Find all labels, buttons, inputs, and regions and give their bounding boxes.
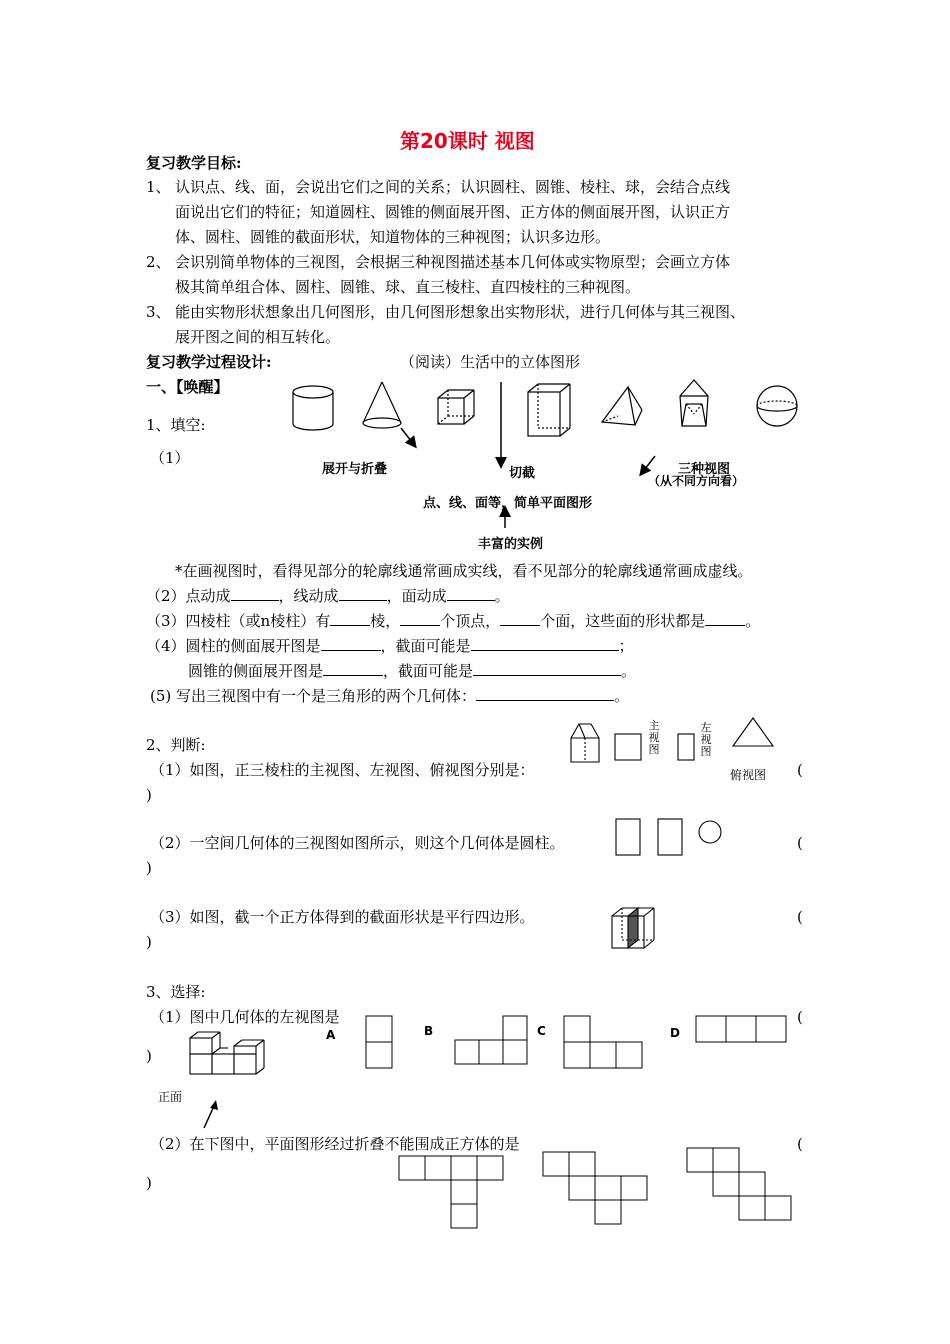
goal-1-line-1: 认识点、线、面，会说出它们之间的关系；认识圆柱、圆锥、棱柱、球，会结合点线 (175, 178, 731, 196)
main-view-label: 主视图 (648, 719, 660, 756)
goal-num-3: 3、 (146, 303, 171, 321)
option-a-label: A (326, 1028, 336, 1042)
goal-3-line-1: 能由实物形状想象出几何图形，由几何图形想象出实物形状，进行几何体与其三视图、 (175, 303, 746, 321)
fill-q4a: （4）圆柱的侧面展开图是 ，截面可能是 ； (146, 637, 634, 655)
views-label: 三种视图 (678, 462, 731, 477)
judge-q3: （3）如图，截一个正方体得到的截面形状是平行四边形。 (150, 908, 535, 926)
views-sub-label: （从不同方向看） (648, 474, 745, 488)
q1-label: （1） (150, 449, 190, 467)
judge-q3-close: ) (146, 933, 152, 951)
examples-label: 丰富的实例 (478, 537, 544, 552)
block-solid (188, 1028, 278, 1078)
cylinder-three-views (610, 816, 730, 861)
goal-1-line-3: 体、圆柱、圆锥的截面形状，知道物体的三种视图；认识多边形。 (175, 228, 611, 246)
judge-q3-open: ( (797, 908, 803, 926)
front-arrow (200, 1100, 224, 1130)
choice-q2: （2）在下图中，平面图形经过折叠不能围成正方体的是 (150, 1135, 520, 1153)
view-note: *在画视图时，看得见部分的轮廓线通常画成实线，看不见部分的轮廓线通常画成虚线。 (175, 562, 753, 580)
sphere-figure (757, 386, 797, 426)
choice-q2-open: ( (797, 1135, 803, 1153)
fill-q4b: 圆锥的侧面展开图是 ，截面可能是 。 (188, 662, 637, 680)
fill-q3: （3）四棱柱（或n棱柱）有 棱， 个顶点， 个面，这些面的形状都是 。 (146, 612, 761, 630)
cut-label: 切截 (509, 466, 536, 481)
choice-q1-close: ) (146, 1047, 152, 1065)
judge-q1-open: ( (797, 761, 803, 779)
goal-num-2: 2、 (146, 253, 171, 271)
center-concept-label: 点、线、面等，简单平面图形 (423, 496, 593, 511)
goal-2-line-1: 会识别简单物体的三视图，会根据三种视图描述基本几何体或实物原型；会画立方体 (175, 253, 731, 271)
choice-q1-open: ( (797, 1008, 803, 1026)
judge-q1-close: ) (146, 786, 152, 804)
goal-3-line-2: 展开图之间的相互转化。 (175, 328, 341, 346)
cube-nets (395, 1146, 795, 1236)
fill-q5: (5) 写出三视图中有一个是三角形的两个几何体： 。 (150, 687, 630, 705)
option-c-label: C (537, 1024, 546, 1038)
pentagonal-prism-figure (680, 380, 708, 426)
choice-heading: 3、选择: (146, 983, 206, 1001)
option-b-label: B (424, 1024, 434, 1038)
judge-heading: 2、判断: (146, 736, 206, 754)
unfold-label: 展开与折叠 (322, 462, 388, 477)
page-title: 第20课时 视图 (400, 129, 535, 153)
choice-q2-close: ) (146, 1174, 152, 1192)
top-view-label: 俯视图 (730, 768, 767, 782)
front-label: 正面 (158, 1090, 183, 1104)
cylinder-figure (293, 386, 333, 430)
fill-q2: （2）点动成 ，线动成 ，面动成 。 (146, 587, 510, 605)
judge-q2: （2）一空间几何体的三视图如图所示，则这个几何体是圆柱。 (150, 834, 565, 852)
fill-label: 1、填空: (146, 416, 206, 434)
choice-q1: （1）图中几何体的左视图是 (150, 1008, 340, 1026)
goals-heading: 复习教学目标: (146, 154, 242, 172)
reading-title: （阅读）生活中的立体图形 (400, 353, 581, 371)
goal-num-1: 1、 (146, 178, 171, 196)
left-view-label: 左视图 (700, 721, 712, 758)
goal-2-line-2: 极其简单组合体、圆柱、圆锥、球、直三棱柱、直四棱柱的三种视图。 (175, 278, 641, 296)
option-d-label: D (670, 1026, 680, 1040)
goal-1-line-2: 面说出它们的特征；知道圆柱、圆锥的侧面展开图、正方体的侧面展开图，认识正方 (175, 203, 731, 221)
judge-q2-open: ( (797, 834, 803, 852)
judge-q2-close: ) (146, 859, 152, 877)
judge-q1: （1）如图，正三棱柱的主视图、左视图、俯视图分别是： (150, 761, 535, 779)
process-heading: 复习教学过程设计: (146, 353, 272, 371)
section1-heading: 一、【唤醒】 (146, 378, 229, 396)
option-figures (360, 1012, 800, 1074)
cube-cross-section (608, 908, 668, 958)
